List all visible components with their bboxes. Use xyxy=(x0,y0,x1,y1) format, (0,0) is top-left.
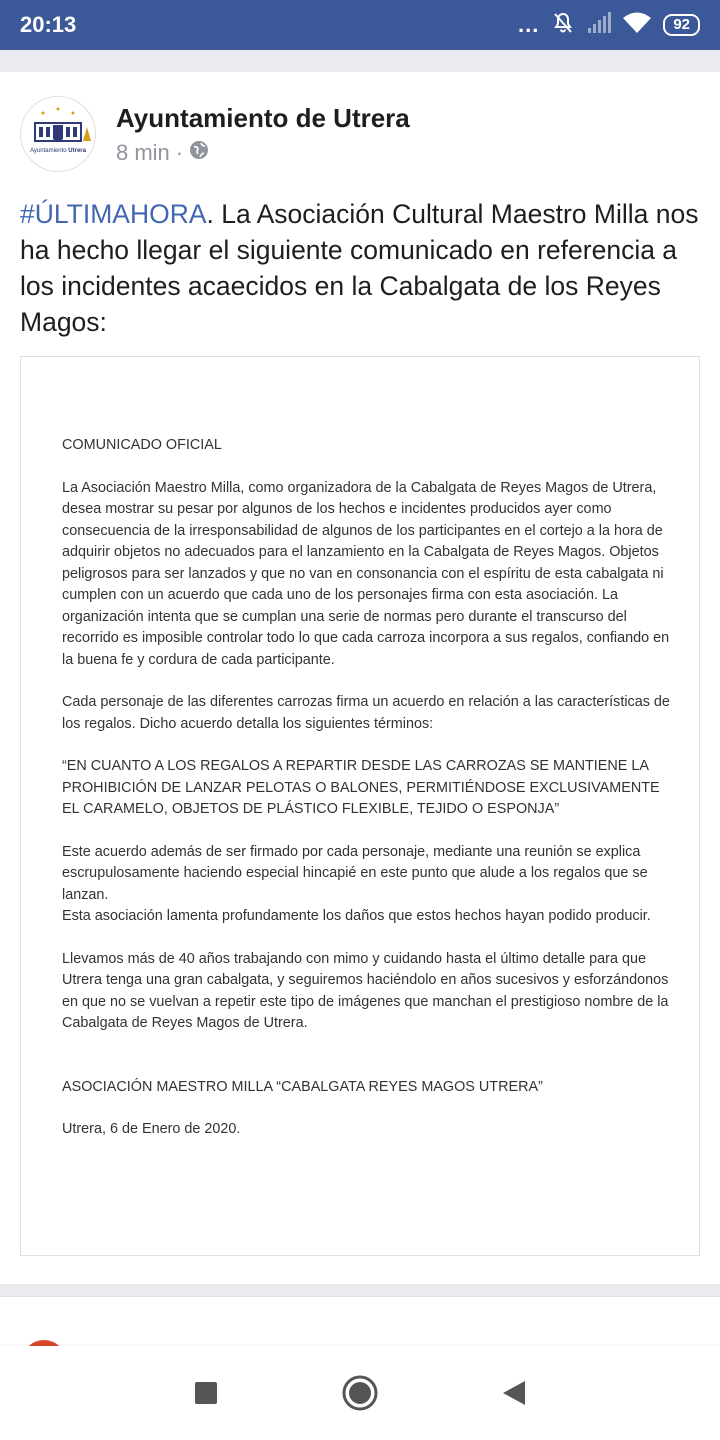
document-paragraph: Llevamos más de 40 años trabajando con mimo y cuidando hasta el último detalle para que Utrera tenga una gran cabalgata, y seguiremos haciéndolo en años sucesivos y esforzándonos en que no se vuelvan a repetir este tipo de imágenes que manchan el prestigioso nombre de la Cabalgata de Reyes Magos de Utrera. xyxy=(62,950,669,1031)
post-time[interactable]: 8 min xyxy=(116,139,170,165)
hashtag-link[interactable]: #ÚLTIMAHORA xyxy=(20,199,207,229)
document-signature: ASOCIACIÓN MAESTRO MILLA “CABALGATA REYES MAGOS UTRERA” xyxy=(62,1078,543,1095)
document-body xyxy=(62,435,670,1162)
battery-icon: 92 xyxy=(663,14,700,36)
page-avatar[interactable] xyxy=(20,96,96,172)
back-triangle-icon[interactable] xyxy=(492,1371,536,1415)
meta-separator: · xyxy=(175,139,184,165)
bell-off-icon xyxy=(551,11,575,40)
document-date: Utrera, 6 de Enero de 2020. xyxy=(62,1121,241,1137)
post-meta xyxy=(116,140,410,166)
document-paragraph: “EN CUANTO A LOS REGALOS A REPARTIR DESDE LAS CARROZAS SE MANTIENE LA PROHIBICIÓN DE LANZAR PELOTAS O BALONES, PERMITIÉNDOSE EXCLUSIVAMENTE EL CARAMELO, OBJETOS DE PLÁSTICO FLEXIBLE, TEJIDO O ESPONJA” xyxy=(62,758,660,817)
feed-gap-2 xyxy=(0,1284,720,1296)
post-header xyxy=(20,96,410,172)
post-card xyxy=(0,72,720,1284)
svg-text:Ayuntamiento Utrera xyxy=(30,148,87,154)
document-title: COMUNICADO OFICIAL xyxy=(62,437,222,453)
recents-square-icon[interactable] xyxy=(184,1371,228,1415)
attached-image[interactable] xyxy=(20,356,700,1256)
avatar-caption-bold: Utrera xyxy=(68,148,86,154)
document-paragraph: Cada personaje de las diferentes carrozas firma un acuerdo en relación a las características de los regalos. Dicho acuerdo detalla los siguientes términos: xyxy=(62,694,670,732)
document-paragraph: La Asociación Maestro Milla, como organizadora de la Cabalgata de Reyes Magos de Utrera, desea mostrar su pesar por algunos de los hechos e incidentes producidos ayer como consecuencia de la irresponsabilidad de algunos de los participantes en el cortejo a la hora de adquirir objetos no adecuados para el lanzamiento en la Cabalgata de Reyes Magos. Objetos peligrosos para ser lanzados y que no van en consonancia con el espíritu de esta cabalgata ni cumplen con un acuerdo que cada uno de los personajes firma con esta asociación. La organización intenta que se cumplan una serie de normas pero durante el transcurso del recorrido es imposible controlar todo lo que cada carroza incorpora a sus regalos, confiando en la buena fe y cordura de cada participante. xyxy=(62,479,670,668)
town-hall-logo-icon xyxy=(21,97,95,171)
document-paragraph: Este acuerdo además de ser firmado por cada personaje, mediante una reunión se explica escrupulosamente haciendo especial hincapié en este punto que alude a los regalos que se lanzan. Esta asociación lamenta profundamente los daños que estos hechos hayan podido producir. xyxy=(62,843,651,924)
feed-gap xyxy=(0,50,720,72)
status-bar xyxy=(0,0,720,50)
post-footer-strip xyxy=(0,1296,720,1322)
status-icons xyxy=(518,11,700,40)
status-time: 20:13 xyxy=(20,12,77,37)
globe-icon xyxy=(189,140,209,166)
signal-icon xyxy=(587,12,611,39)
more-dots-icon: ... xyxy=(517,12,540,37)
home-circle-icon[interactable] xyxy=(338,1371,382,1415)
post-text xyxy=(20,196,700,340)
page-name[interactable]: Ayuntamiento de Utrera xyxy=(116,102,410,133)
android-nav-bar xyxy=(0,1346,720,1440)
wifi-icon xyxy=(623,12,651,39)
header-text xyxy=(116,103,410,166)
post-body: . La Asociación Cultural Maestro Milla nos ha hecho llegar el siguiente comunicado en referencia a los incidentes acaecidos en la Cabalgata de los Reyes Magos: xyxy=(20,199,699,337)
avatar-caption: Ayuntamiento xyxy=(30,148,67,154)
